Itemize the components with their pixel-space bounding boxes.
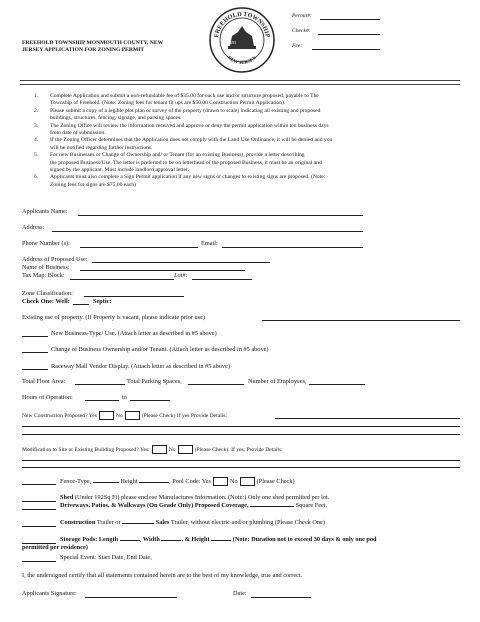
- trailer-row: [60, 519, 325, 526]
- new-construction-details-line2[interactable]: [22, 426, 460, 427]
- storage-row: Storage Pods: Length , Width , & Height (Note: Duration not to exceed 30 days & only one pod: [60, 536, 377, 543]
- pool-yes-box[interactable]: [213, 477, 228, 486]
- employees-label: Number of Employees,: [248, 378, 307, 385]
- fence-check[interactable]: [22, 484, 56, 485]
- permitted-residence-label: permitted per residence): [22, 544, 88, 551]
- height-label: Height: [120, 477, 138, 485]
- zone-label: Zone Classification:: [22, 290, 73, 297]
- zone-field[interactable]: [84, 296, 184, 297]
- pool-label: , Pool Code: Yes: [169, 477, 211, 485]
- svg-text:NEW JERSEY: NEW JERSEY: [226, 55, 258, 67]
- please-check-label: (Please Check). If yes, Provide Details:: [194, 446, 283, 453]
- instruction-line: from date of submission.: [50, 130, 106, 137]
- email-label: Email:: [201, 240, 218, 247]
- modification-row: [22, 445, 283, 454]
- no-label: No: [115, 412, 123, 419]
- signature-label: Applicants Signature:: [22, 590, 77, 597]
- new-construction-details-field[interactable]: [275, 418, 460, 419]
- septic-label: Septic:: [93, 298, 112, 305]
- form-title-line2: JERSEY APPLICATION FOR ZONING PERMIT: [22, 47, 145, 53]
- form-title-line1: FREEHOLD TOWNSHIP MONMOUTH COUNTY, NEW: [22, 40, 164, 46]
- employees-field[interactable]: [309, 384, 365, 385]
- date-field[interactable]: [251, 597, 311, 598]
- new-construction-no-box[interactable]: [125, 411, 140, 420]
- sales-trailer-check[interactable]: [122, 523, 154, 524]
- signature-field[interactable]: [85, 597, 177, 598]
- modification-yes-box[interactable]: [152, 445, 167, 454]
- new-construction-label: New Construction Proposed? Yes: [22, 412, 97, 419]
- construction-label: Construction: [60, 519, 96, 526]
- new-business-label: New Business-Type/ Use. (Attach letter as described in #5 above): [51, 330, 217, 337]
- special-event-label: Special Event: Start Date, End Date,: [60, 554, 152, 561]
- block-field[interactable]: [70, 279, 174, 280]
- tax-map-label: Tax Map: Block:: [22, 272, 65, 279]
- township-seal: [208, 6, 276, 74]
- modification-no-box[interactable]: [178, 445, 193, 454]
- modification-label: Modification to Site or Existing Building Proposed? Yes:: [22, 446, 150, 453]
- instructions-list: [34, 93, 332, 189]
- change-ownership-label: Change of Business Ownership and/or Tenant. (Attach letter as described in #5 above): [51, 346, 269, 353]
- trailer-or-label: Trailer or: [96, 519, 121, 526]
- instruction-item: 3. The Zoning Office will review the information received and approve or deny the permit application within ten business days: [34, 122, 329, 129]
- instruction-line: buildings, structures, fencing, signage, and parking spaces.: [50, 115, 182, 122]
- shed-note: (Under 192Sq Ft) please enclose Manufactures Information. (Note:) Only one shed permitted per lot.: [74, 494, 330, 501]
- lot-field[interactable]: [192, 279, 252, 280]
- applicants-name-field[interactable]: [78, 215, 363, 216]
- to-label: to: [122, 394, 127, 401]
- please-check-label: (Please Check): [256, 477, 295, 485]
- driveways-row: [60, 502, 327, 509]
- special-event-check[interactable]: [22, 561, 56, 562]
- new-construction-row: [22, 411, 227, 420]
- instruction-line: signed by the applicant. Must include landlord approval letter.: [50, 167, 189, 174]
- height2-label: , & Height: [181, 536, 210, 543]
- storage-label: Storage Pods: Length: [60, 536, 119, 543]
- business-name-field[interactable]: [80, 270, 245, 271]
- fence-row: [60, 477, 295, 486]
- fee-label: Fee:: [292, 43, 303, 49]
- pod-height-field[interactable]: [211, 540, 231, 541]
- permit-label: Permit#:: [292, 13, 312, 19]
- instruction-item: 2. Please submit a copy of a legible plot plan or survey of the property (drawn to scale) indicating all existing and proposed: [34, 107, 321, 114]
- shed-label: Shed: [60, 494, 74, 501]
- fence-height-field[interactable]: [139, 482, 169, 483]
- new-construction-yes-box[interactable]: [99, 411, 114, 420]
- no-label: No: [229, 477, 238, 485]
- please-check-label: (Please Check) If yes Provide Details:: [141, 412, 228, 419]
- fee-field[interactable]: [312, 49, 380, 50]
- total-floor-field[interactable]: [75, 384, 125, 385]
- phone-field[interactable]: [80, 247, 198, 248]
- certify-statement: I, the undersigned certify that all statements contained herein are to the best of my knowledge, true and correct.: [22, 572, 303, 579]
- address-proposed-label: Address of Proposed Use:: [22, 256, 88, 263]
- parking-field[interactable]: [188, 384, 244, 385]
- modification-details-line1[interactable]: [22, 460, 460, 461]
- new-construction-details-line3[interactable]: [22, 434, 460, 435]
- parking-label: Total Parking Spaces,: [127, 378, 182, 385]
- shed-check[interactable]: [22, 501, 56, 502]
- address-label: Address:: [22, 224, 45, 231]
- fence-label: Fence-Type,: [60, 477, 92, 485]
- instruction-item: 4. If the Zoning Officer determines that the Application does not comply with the Land Use Ordinance, it will be denied and you: [34, 137, 333, 144]
- driveways-check[interactable]: [22, 509, 56, 510]
- date-label: Date:: [233, 590, 247, 597]
- width-label: Width: [142, 536, 160, 543]
- hours-to-field[interactable]: [130, 400, 170, 401]
- existing-use-field[interactable]: [262, 320, 460, 321]
- instruction-line: the proposed Business/Use. The letter is preferred to be on letterhead of the proposed Business, it must be an original and: [50, 159, 322, 166]
- pool-no-box[interactable]: [240, 477, 255, 486]
- divider: [20, 80, 460, 81]
- phone-label: Phone Number (s):: [22, 240, 70, 247]
- coverage-field[interactable]: [250, 506, 294, 507]
- instruction-line: will be notified regarding further instructions.: [50, 144, 153, 151]
- address-proposed-field[interactable]: [92, 262, 270, 263]
- instruction-item: 1. Complete Application and submit a non-refundable fee of $35.00 for each use and/or structure proposed, payable to The: [34, 93, 319, 99]
- hours-label: Hours of Operation:: [22, 394, 73, 401]
- total-floor-label: Total Floor Area:: [22, 378, 66, 385]
- divider: [20, 84, 460, 85]
- construction-trailer-check[interactable]: [22, 526, 56, 527]
- check-field[interactable]: [318, 34, 380, 35]
- raceway-label: Raceway Mall Vendor Display. (Attach letter as described in #5 above): [51, 363, 231, 370]
- well-field[interactable]: [73, 304, 89, 305]
- applicants-name-label: Applicants Name:: [22, 208, 68, 215]
- svg-text:1693: 1693: [228, 40, 236, 45]
- lot-label: Lot#:: [174, 272, 188, 279]
- instruction-item: 6. Applicants must also complete a Sign Permit application if any new signs or changes to existing signs are proposed. (Note:: [34, 174, 326, 181]
- fence-type-field[interactable]: [93, 482, 119, 483]
- width-field[interactable]: [161, 540, 181, 541]
- check-label: Check#:: [292, 28, 311, 34]
- length-field[interactable]: [120, 540, 140, 541]
- email-field[interactable]: [222, 247, 363, 248]
- check-one-label: Check One: Well:: [22, 298, 70, 305]
- shed-row: [60, 494, 329, 501]
- address-field[interactable]: [52, 231, 363, 232]
- permit-field[interactable]: [320, 19, 380, 20]
- change-ownership-check[interactable]: [22, 352, 48, 353]
- instruction-line: Zoning fees for signs are $75.00 each): [50, 181, 136, 188]
- hours-from-field[interactable]: [85, 400, 119, 401]
- duration-note: (Note: Duration not to exceed 30 days & only one pod: [232, 536, 377, 543]
- driveways-label: Driveways, Patios, & Walkways (On Grade Only) Proposed Coverage,: [60, 502, 249, 509]
- instruction-item: 5. For new Businesses or Change of Ownership and/ or Tenant (for an existing Business), provide a letter describing: [34, 152, 305, 159]
- business-name-label: Name of Business:: [22, 264, 70, 271]
- instruction-line: Township of Freehold. (Note: Zoning fees for tenant fit ups are $50.00 Construction Permit Application).: [50, 100, 286, 107]
- raceway-check[interactable]: [22, 369, 48, 370]
- svg-text:FREEHOLD TOWNSHIP: FREEHOLD TOWNSHIP: [213, 10, 271, 39]
- new-business-check[interactable]: [22, 336, 48, 337]
- sales-label: Sales: [155, 519, 170, 526]
- existing-use-label: Existing use of property. (If Property is vacant, please indicate prior use): [22, 314, 206, 321]
- no-label: No: [168, 446, 176, 453]
- square-feet-label: Square Feet.: [295, 502, 328, 509]
- sales-note: Trailer, without electric and/or plumbing (Please Check One): [170, 519, 325, 526]
- modification-details-line2[interactable]: [22, 467, 460, 468]
